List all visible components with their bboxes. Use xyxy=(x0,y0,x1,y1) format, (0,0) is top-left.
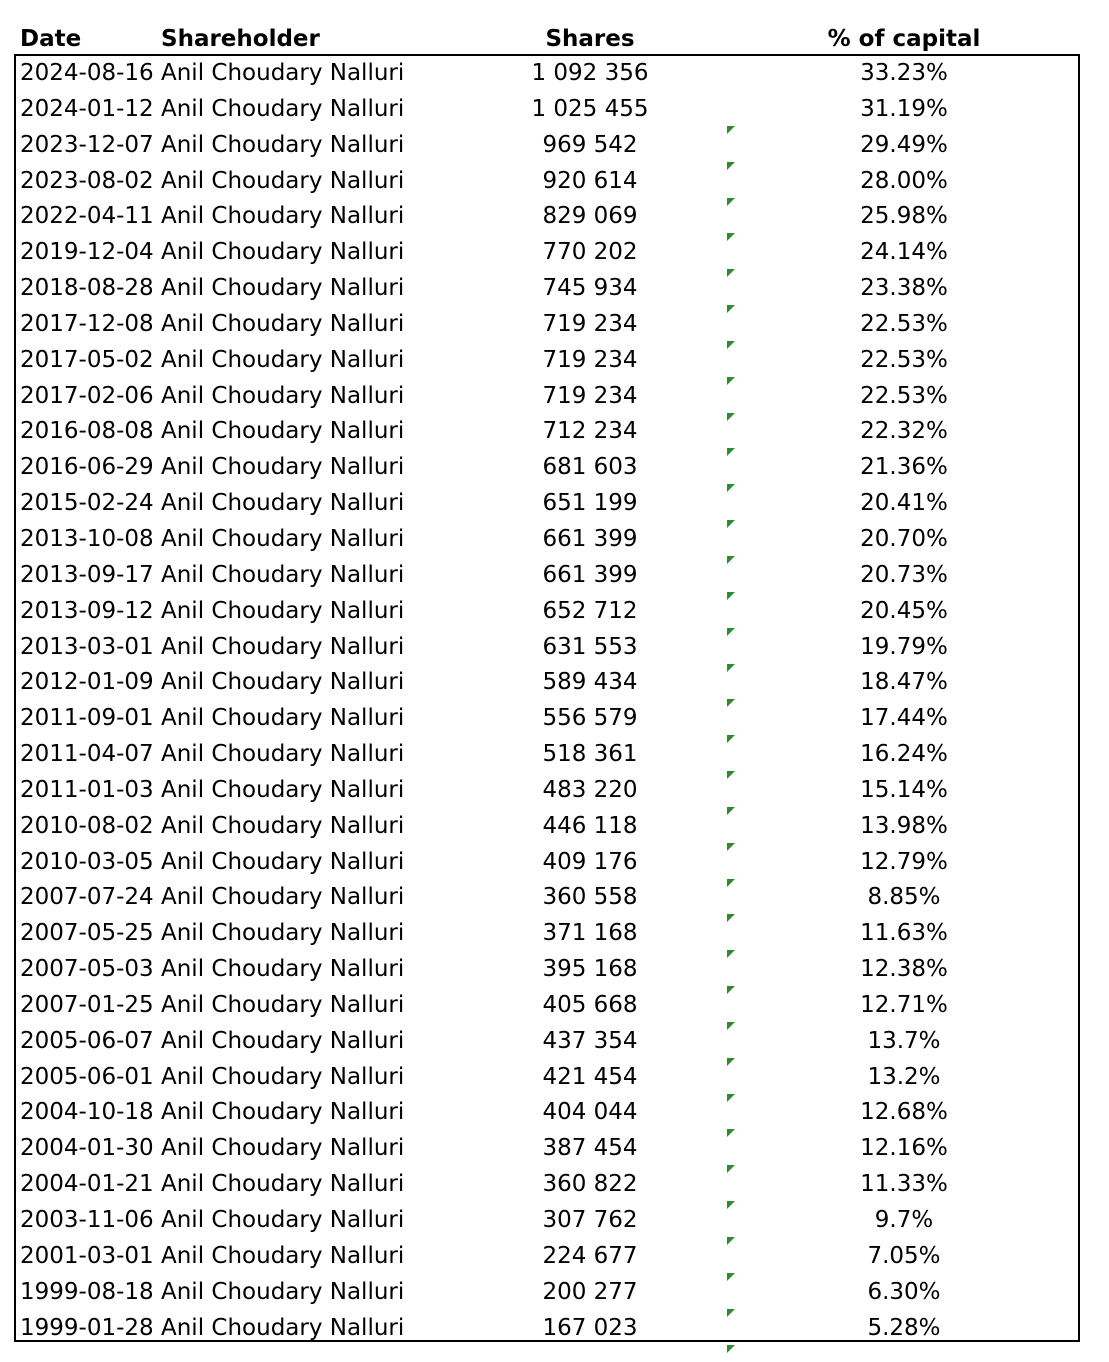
cell-shares: 446 118 xyxy=(542,812,638,839)
cell-percent: 5.28% xyxy=(867,1314,941,1341)
cell-percent: 17.44% xyxy=(860,705,948,732)
table-row xyxy=(0,915,1109,951)
cell-percent: 12.16% xyxy=(860,1135,948,1162)
cell-shares: 395 168 xyxy=(542,956,638,983)
cell-shareholder: Anil Choudary Nalluri xyxy=(161,1027,405,1054)
cell-percent: 12.79% xyxy=(860,848,948,875)
table-row xyxy=(0,1023,1109,1059)
table-row xyxy=(0,485,1109,521)
cell-shares: 719 234 xyxy=(542,346,638,373)
cell-date: 2001-03-01 xyxy=(20,1242,154,1269)
cell-percent: 13.2% xyxy=(867,1063,941,1090)
cell-percent: 22.53% xyxy=(860,382,948,409)
cell-percent: 8.85% xyxy=(867,884,941,911)
cell-shareholder: Anil Choudary Nalluri xyxy=(161,669,405,696)
cell-shareholder: Anil Choudary Nalluri xyxy=(161,239,405,266)
table-row xyxy=(0,234,1109,270)
cell-percent: 20.41% xyxy=(860,490,948,517)
cell-date: 2016-06-29 xyxy=(20,454,154,481)
cell-date: 2015-02-24 xyxy=(20,490,154,517)
table-row xyxy=(0,1202,1109,1238)
cell-date: 2003-11-06 xyxy=(20,1207,154,1233)
cell-shares: 409 176 xyxy=(542,848,638,875)
cell-shares: 661 399 xyxy=(542,525,638,552)
cell-shares: 745 934 xyxy=(542,275,638,302)
cell-date: 2017-05-02 xyxy=(20,346,154,373)
table-row xyxy=(0,342,1109,378)
cell-date: 2011-09-01 xyxy=(20,705,154,732)
cell-percent: 11.33% xyxy=(860,1171,948,1198)
cell-shares: 405 668 xyxy=(542,991,638,1018)
cell-date: 2023-08-02 xyxy=(20,167,154,194)
cell-percent: 7.05% xyxy=(867,1242,941,1269)
table-row xyxy=(0,951,1109,987)
table-body xyxy=(0,55,1109,1345)
cell-percent: 24.14% xyxy=(860,239,948,266)
header-date: Date xyxy=(20,26,82,52)
cell-percent: 22.53% xyxy=(860,310,948,337)
cell-shares: 770 202 xyxy=(542,239,638,266)
table-row xyxy=(0,664,1109,700)
cell-shares: 556 579 xyxy=(542,705,638,732)
cell-percent: 21.36% xyxy=(860,454,948,481)
cell-percent: 12.71% xyxy=(860,991,948,1018)
cell-shareholder: Anil Choudary Nalluri xyxy=(161,956,405,983)
cell-percent: 28.00% xyxy=(860,167,948,194)
cell-percent: 13.7% xyxy=(867,1027,941,1054)
cell-percent: 13.98% xyxy=(860,812,948,839)
cell-shareholder: Anil Choudary Nalluri xyxy=(161,275,405,302)
cell-shares: 360 822 xyxy=(542,1171,638,1198)
table-row xyxy=(0,844,1109,880)
table-row xyxy=(0,1130,1109,1166)
cell-percent: 6.30% xyxy=(867,1278,941,1305)
cell-shareholder: Anil Choudary Nalluri xyxy=(161,776,405,803)
cell-shares: 483 220 xyxy=(542,776,638,803)
cell-shares: 969 542 xyxy=(542,131,638,158)
cell-date: 2007-05-25 xyxy=(20,920,154,947)
cell-percent: 31.19% xyxy=(860,95,948,122)
table-row xyxy=(0,270,1109,306)
cell-shareholder: Anil Choudary Nalluri xyxy=(161,1135,405,1162)
cell-shares: 589 434 xyxy=(542,669,638,696)
cell-shares: 719 234 xyxy=(542,310,638,337)
cell-percent: 11.63% xyxy=(860,920,948,947)
cell-shares: 652 712 xyxy=(542,597,638,624)
cell-shareholder: Anil Choudary Nalluri xyxy=(161,1099,405,1126)
cell-shares: 167 023 xyxy=(542,1314,638,1341)
cell-date: 2012-01-09 xyxy=(20,669,154,696)
cell-shareholder: Anil Choudary Nalluri xyxy=(161,812,405,839)
cell-percent: 33.23% xyxy=(860,60,948,86)
cell-percent: 19.79% xyxy=(860,633,948,660)
table-row xyxy=(0,378,1109,414)
table-row xyxy=(0,700,1109,736)
table-row xyxy=(0,127,1109,163)
cell-shareholder: Anil Choudary Nalluri xyxy=(161,1063,405,1090)
table-row xyxy=(0,593,1109,629)
cell-shareholder: Anil Choudary Nalluri xyxy=(161,1278,405,1305)
cell-shareholder: Anil Choudary Nalluri xyxy=(161,1314,405,1341)
cell-date: 2007-07-24 xyxy=(20,884,154,911)
cell-percent: 16.24% xyxy=(860,741,948,768)
cell-date: 2013-10-08 xyxy=(20,525,154,552)
cell-shares: 631 553 xyxy=(542,633,638,660)
cell-date: 2017-02-06 xyxy=(20,382,154,409)
cell-date: 2017-12-08 xyxy=(20,310,154,337)
cell-percent: 20.45% xyxy=(860,597,948,624)
cell-shareholder: Anil Choudary Nalluri xyxy=(161,454,405,481)
cell-percent: 9.7% xyxy=(874,1207,934,1233)
table-row xyxy=(0,1310,1109,1346)
table-row xyxy=(0,163,1109,199)
table-row xyxy=(0,629,1109,665)
cell-date: 2011-04-07 xyxy=(20,741,154,768)
cell-date: 2007-05-03 xyxy=(20,956,154,983)
cell-percent: 20.73% xyxy=(860,561,948,588)
cell-shares: 421 454 xyxy=(542,1063,638,1090)
cell-date: 2004-01-30 xyxy=(20,1135,154,1162)
table-row xyxy=(0,91,1109,127)
table-row xyxy=(0,1094,1109,1130)
table-row xyxy=(0,987,1109,1023)
cell-shareholder: Anil Choudary Nalluri xyxy=(161,95,405,122)
cell-percent: 29.49% xyxy=(860,131,948,158)
cell-shareholder: Anil Choudary Nalluri xyxy=(161,60,405,86)
cell-date: 2013-09-12 xyxy=(20,597,154,624)
table-row xyxy=(0,736,1109,772)
cell-date: 2007-01-25 xyxy=(20,991,154,1018)
cell-shares: 1 092 356 xyxy=(531,60,649,86)
cell-shares: 681 603 xyxy=(542,454,638,481)
cell-shares: 224 677 xyxy=(542,1242,638,1269)
cell-date: 2013-03-01 xyxy=(20,633,154,660)
table-row xyxy=(0,198,1109,234)
cell-percent: 12.38% xyxy=(860,956,948,983)
table-row xyxy=(0,306,1109,342)
cell-date: 2005-06-01 xyxy=(20,1063,154,1090)
cell-shares: 712 234 xyxy=(542,418,638,445)
cell-shares: 360 558 xyxy=(542,884,638,911)
cell-date: 2005-06-07 xyxy=(20,1027,154,1054)
green-triangle-marker-icon xyxy=(727,1345,735,1353)
cell-shares: 829 069 xyxy=(542,203,638,230)
table-row xyxy=(0,449,1109,485)
table-row xyxy=(0,772,1109,808)
cell-date: 2018-08-28 xyxy=(20,275,154,302)
table-row xyxy=(0,1059,1109,1095)
cell-shareholder: Anil Choudary Nalluri xyxy=(161,920,405,947)
cell-shares: 1 025 455 xyxy=(531,95,649,122)
table-row xyxy=(0,55,1109,91)
cell-shareholder: Anil Choudary Nalluri xyxy=(161,1242,405,1269)
cell-shareholder: Anil Choudary Nalluri xyxy=(161,418,405,445)
cell-percent: 12.68% xyxy=(860,1099,948,1126)
cell-percent: 20.70% xyxy=(860,525,948,552)
cell-shares: 437 354 xyxy=(542,1027,638,1054)
cell-shares: 387 454 xyxy=(542,1135,638,1162)
cell-percent: 22.53% xyxy=(860,346,948,373)
cell-shareholder: Anil Choudary Nalluri xyxy=(161,741,405,768)
cell-shareholder: Anil Choudary Nalluri xyxy=(161,848,405,875)
table-row xyxy=(0,879,1109,915)
cell-date: 2022-04-11 xyxy=(20,203,154,230)
table-row xyxy=(0,521,1109,557)
cell-date: 1999-01-28 xyxy=(20,1314,154,1341)
cell-shareholder: Anil Choudary Nalluri xyxy=(161,561,405,588)
cell-percent: 23.38% xyxy=(860,275,948,302)
cell-date: 2010-08-02 xyxy=(20,812,154,839)
cell-date: 2011-01-03 xyxy=(20,776,154,803)
header-shareholder: Shareholder xyxy=(161,26,320,52)
cell-shareholder: Anil Choudary Nalluri xyxy=(161,705,405,732)
cell-percent: 25.98% xyxy=(860,203,948,230)
cell-date: 2013-09-17 xyxy=(20,561,154,588)
header-shares: Shares xyxy=(545,26,635,52)
table-row xyxy=(0,1238,1109,1274)
cell-shareholder: Anil Choudary Nalluri xyxy=(161,490,405,517)
cell-shareholder: Anil Choudary Nalluri xyxy=(161,167,405,194)
header-percent-of-capital: % of capital xyxy=(827,26,981,52)
cell-date: 2004-10-18 xyxy=(20,1099,154,1126)
table-row xyxy=(0,808,1109,844)
cell-date: 2024-08-16 xyxy=(20,60,154,86)
cell-shareholder: Anil Choudary Nalluri xyxy=(161,1207,405,1233)
cell-percent: 22.32% xyxy=(860,418,948,445)
table-row xyxy=(0,1166,1109,1202)
cell-shareholder: Anil Choudary Nalluri xyxy=(161,1171,405,1198)
cell-percent: 18.47% xyxy=(860,669,948,696)
cell-shares: 661 399 xyxy=(542,561,638,588)
cell-shareholder: Anil Choudary Nalluri xyxy=(161,382,405,409)
cell-shareholder: Anil Choudary Nalluri xyxy=(161,131,405,158)
cell-shares: 200 277 xyxy=(542,1278,638,1305)
cell-shareholder: Anil Choudary Nalluri xyxy=(161,525,405,552)
table-row xyxy=(0,557,1109,593)
cell-shares: 404 044 xyxy=(542,1099,638,1126)
cell-shareholder: Anil Choudary Nalluri xyxy=(161,633,405,660)
cell-shares: 518 361 xyxy=(542,741,638,768)
cell-date: 2010-03-05 xyxy=(20,848,154,875)
cell-shares: 719 234 xyxy=(542,382,638,409)
cell-date: 1999-08-18 xyxy=(20,1278,154,1305)
cell-shareholder: Anil Choudary Nalluri xyxy=(161,597,405,624)
table-row xyxy=(0,413,1109,449)
cell-shares: 920 614 xyxy=(542,167,638,194)
cell-shares: 307 762 xyxy=(542,1207,638,1233)
table-row xyxy=(0,1274,1109,1310)
cell-shareholder: Anil Choudary Nalluri xyxy=(161,991,405,1018)
cell-percent: 15.14% xyxy=(860,776,948,803)
cell-shares: 371 168 xyxy=(542,920,638,947)
cell-shareholder: Anil Choudary Nalluri xyxy=(161,203,405,230)
cell-date: 2024-01-12 xyxy=(20,95,154,122)
cell-date: 2016-08-08 xyxy=(20,418,154,445)
cell-date: 2019-12-04 xyxy=(20,239,154,266)
cell-date: 2023-12-07 xyxy=(20,131,154,158)
cell-shareholder: Anil Choudary Nalluri xyxy=(161,310,405,337)
cell-shares: 651 199 xyxy=(542,490,638,517)
cell-date: 2004-01-21 xyxy=(20,1171,154,1198)
cell-shareholder: Anil Choudary Nalluri xyxy=(161,884,405,911)
table-header xyxy=(0,22,1109,56)
cell-shareholder: Anil Choudary Nalluri xyxy=(161,346,405,373)
